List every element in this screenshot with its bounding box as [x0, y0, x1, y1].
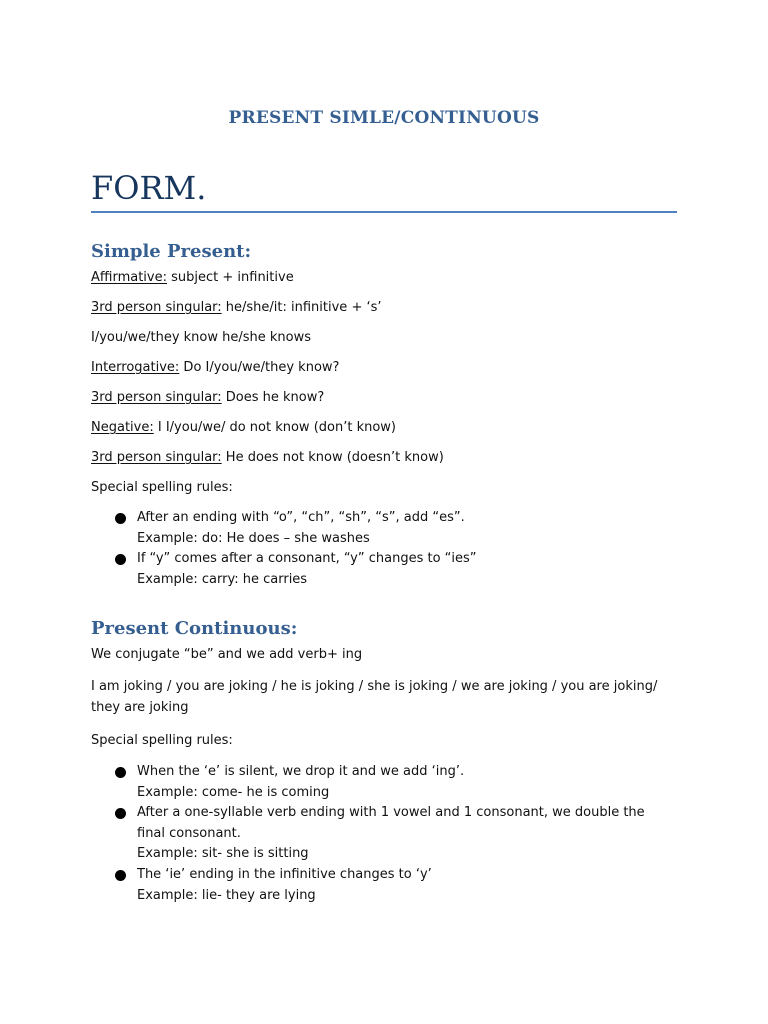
negative-3rd-label: 3rd person singular:: [91, 450, 222, 465]
rule-text: After an ending with “o”, “ch”, “sh”, “s”, add “es”.: [137, 510, 465, 525]
bullet-icon: [115, 870, 126, 881]
continuous-intro-line: We conjugate “be” and we add verb+ ing: [91, 647, 363, 662]
continuous-spelling-label: Special spelling rules:: [91, 733, 233, 748]
affirmative-text: subject + infinitive: [167, 270, 294, 285]
rule-example: Example: lie- they are lying: [137, 887, 316, 903]
form-heading: FORM.: [91, 169, 207, 207]
bullet-icon: [115, 554, 126, 565]
rule-text: The ‘ie’ ending in the infinitive changes to ‘y’: [137, 867, 432, 882]
interrogative-3rd-text: Does he know?: [221, 390, 325, 405]
document-title: PRESENT SIMLE/CONTINUOUS: [228, 108, 540, 128]
interrogative-label: Interrogative:: [91, 360, 180, 375]
simple-spelling-label: Special spelling rules:: [91, 480, 233, 495]
affirmative-line: [91, 269, 294, 286]
conjugation-example-line: I/you/we/they know he/she knows: [91, 330, 312, 345]
interrogative-3rd-line: [91, 389, 324, 406]
continuous-conjugation-line: I am joking / you are joking / he is joking / she is joking / we are joking / you are joking/ they are joking: [91, 679, 658, 715]
interrogative-line: [91, 359, 339, 376]
affirmative-3rd-line: [91, 299, 382, 316]
affirmative-label: Affirmative:: [91, 270, 167, 285]
heading-divider: [91, 211, 677, 213]
rule-text: When the ‘e’ is silent, we drop it and we add ‘ing’.: [137, 764, 465, 779]
present-continuous-heading: Present Continuous:: [91, 618, 298, 639]
negative-3rd-text: He does not know (doesn’t know): [221, 450, 444, 465]
rule-example: Example: do: He does – she washes: [137, 530, 370, 546]
rule-text: If “y” comes after a consonant, “y” changes to “ies”: [137, 551, 477, 566]
rule-example: Example: come- he is coming: [137, 784, 330, 800]
interrogative-3rd-label: 3rd person singular:: [91, 390, 222, 405]
simple-present-heading: Simple Present:: [91, 241, 252, 262]
interrogative-text: Do I/you/we/they know?: [179, 360, 340, 375]
bullet-icon: [115, 513, 126, 524]
negative-label: Negative:: [91, 420, 154, 435]
rule-text: After a one-syllable verb ending with 1 vowel and 1 consonant, we double the final consonant.: [137, 805, 645, 841]
negative-line: [91, 419, 396, 436]
negative-text: I I/you/we/ do not know (don’t know): [153, 420, 397, 435]
rule-example: Example: sit- she is sitting: [137, 846, 309, 861]
bullet-icon: [115, 767, 126, 778]
affirmative-3rd-label: 3rd person singular:: [91, 300, 222, 315]
affirmative-3rd-text: he/she/it: infinitive + ‘s’: [221, 300, 382, 315]
negative-3rd-line: [91, 449, 444, 466]
rule-example: Example: carry: he carries: [137, 571, 308, 587]
bullet-icon: [115, 808, 126, 819]
